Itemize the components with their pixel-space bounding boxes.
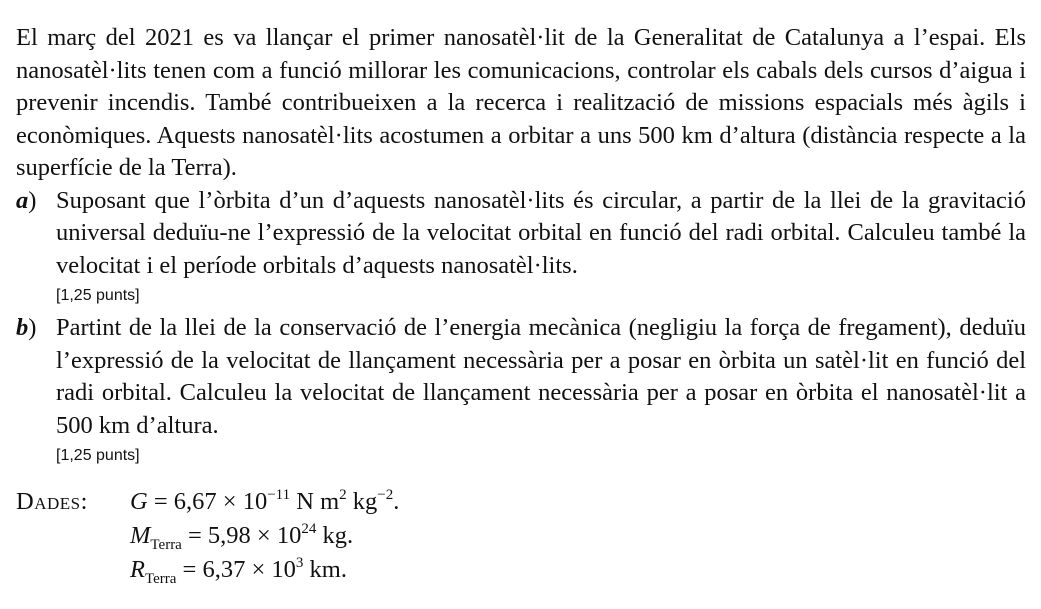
constant-earth-mass: $M_{Terra} = 5,98 \times 10^{24}$ kg. [130,521,354,553]
intro-paragraph: El març del 2021 es va llançar el primer nanosatèl·lit de la Generalitat de Catalunya a l’espai. Els nanosatèl·lits tenen com a funció millorar les comunicacions, controlar els cabals dels cursos d’aigua i prevenir incendis. També contribueixen a la recerca i realització de missions espacials més àgils i econòmiques. Aquests nanosatèl·lits acostumen a orbitar a uns 500 km d’altura (distància respecte a la superfície de la Terra). [16,24,1026,181]
question-b-label: b) [16,314,37,341]
question-a [16,185,1026,308]
data-label: Dades: [16,488,88,515]
question-b [16,312,1026,467]
question-a-text: Suposant que l’òrbita d’un d’aquests nanosatèl·lits és circular, a partir de la llei de la gravitació universal deduïu-ne l’expressió de la velocitat orbital en funció del radi orbital. Calculeu també la velocitat i el període orbitals d’aquests nanosatèl·lits. [56,186,1026,279]
question-a-points: [1,25 punts] [56,287,140,304]
problem-page [16,22,1026,587]
constant-earth-radius: $R_{Terra} = 6,37 \times 10^3$ km. [130,555,347,587]
question-a-label: a) [16,186,37,214]
data-section [16,485,1026,587]
question-b-text: Partint de la llei de la conservació de l’energia mecànica (negligiu la força de fregament), deduïu l’expressió de la velocitat de llançament necessària per a posar en òrbita un satèl·lit en funció del radi orbital. Calculeu la velocitat de llançament necessària per a posar en òrbita el nanosatèl·lit a 500 km d’altura. [56,314,1026,439]
constant-g: $G = 6,67 \times 10^{-11}$ N $m^2$ $kg^{-2}$. [130,487,400,515]
data-lines [130,485,1026,587]
question-b-points: [1,25 punts] [56,447,140,464]
